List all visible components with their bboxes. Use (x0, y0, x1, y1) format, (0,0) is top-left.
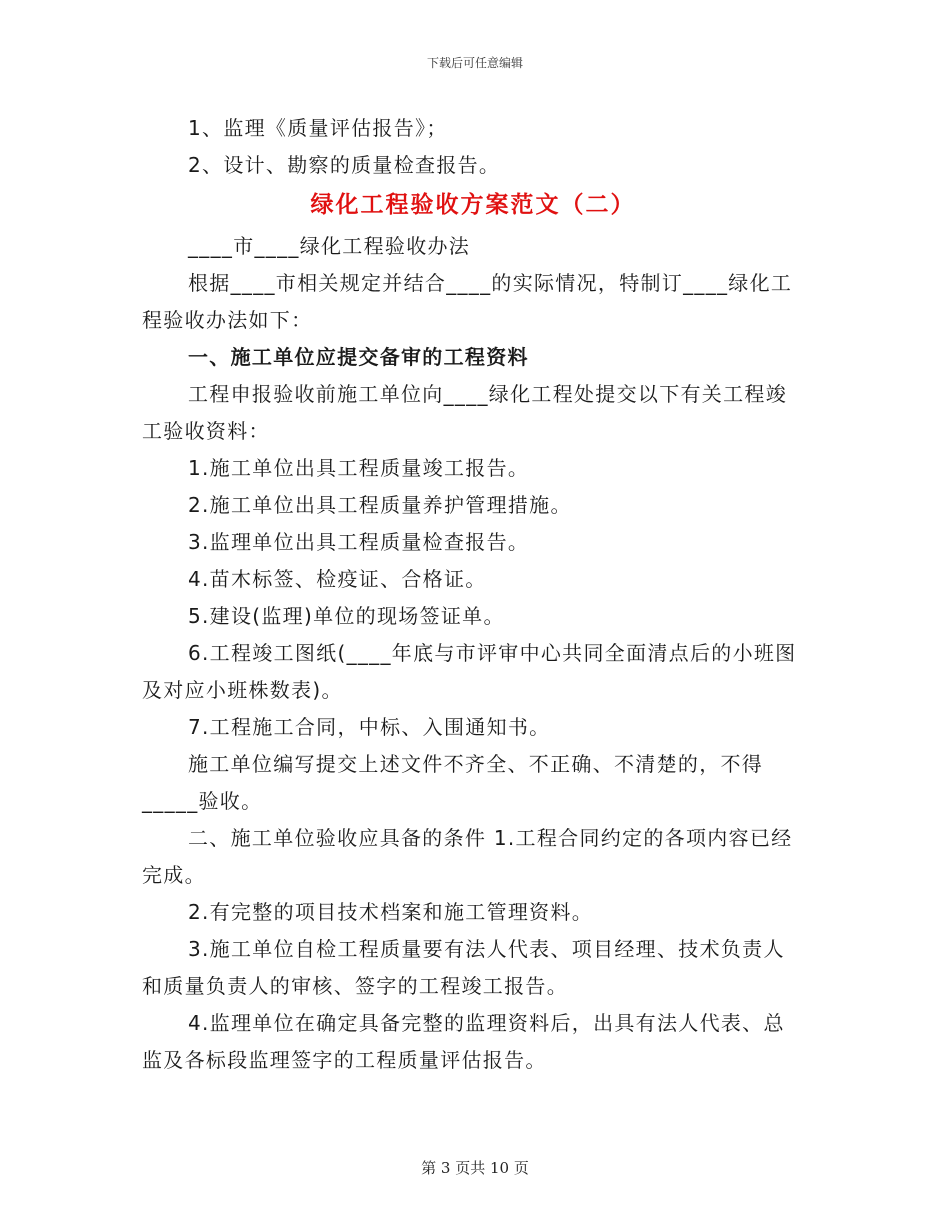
header-note: 下载后可任意编辑 (426, 56, 523, 70)
list-item: 7.工程施工合同，中标、入围通知书。 (188, 715, 551, 739)
list-item: 5.建设(监理)单位的现场签证单。 (188, 604, 505, 628)
paragraph-line-1: 1、监理《质量评估报告》； (188, 116, 448, 140)
paragraph-line-2: 2、设计、勘察的质量检查报告。 (188, 153, 501, 177)
list-item: 2.施工单位出具工程质量养护管理措施。 (188, 493, 572, 517)
list-item: 4.监理单位在确定具备完整的监理资料后，出具有法人代表、总监及各标段监理签字的工程质量评估报告。 (142, 1011, 785, 1072)
list-item: 1.施工单位出具工程质量竣工报告。 (188, 456, 530, 480)
section-1-closing: 施工单位编写提交上述文件不齐全、不正确、不清楚的，不得_____验收。 (142, 752, 764, 813)
document-title: 绿化工程验收方案范文（二） (310, 192, 636, 218)
section-1-lead: 工程申报验收前施工单位向____绿化工程处提交以下有关工程竣工验收资料： (142, 382, 787, 443)
list-item: 3.施工单位自检工程质量要有法人代表、项目经理、技术负责人和质量负责人的审核、签字的工程竣工报告。 (142, 937, 785, 998)
section-2-heading: 二、施工单位验收应具备的条件 1.工程合同约定的各项内容已经完成。 (142, 826, 793, 887)
list-item: 4.苗木标签、检疫证、合格证。 (188, 567, 487, 591)
section-1-heading: 一、施工单位应提交备审的工程资料 (188, 345, 529, 369)
list-item: 6.工程竣工图纸(____年底与市评审中心共同全面清点后的小班图及对应小班株数表)。 (142, 641, 797, 702)
page-number: 第 3 页共 10 页 (421, 1159, 529, 1177)
list-item: 3.监理单位出具工程质量检查报告。 (188, 530, 530, 554)
intro-paragraph: 根据____市相关规定并结合____的实际情况，特制订____绿化工程验收办法如下： (142, 271, 793, 332)
list-item: 2.有完整的项目技术档案和施工管理资料。 (188, 900, 594, 924)
document-subtitle: ____市____绿化工程验收办法 (188, 234, 471, 258)
document-body (142, 110, 804, 1079)
